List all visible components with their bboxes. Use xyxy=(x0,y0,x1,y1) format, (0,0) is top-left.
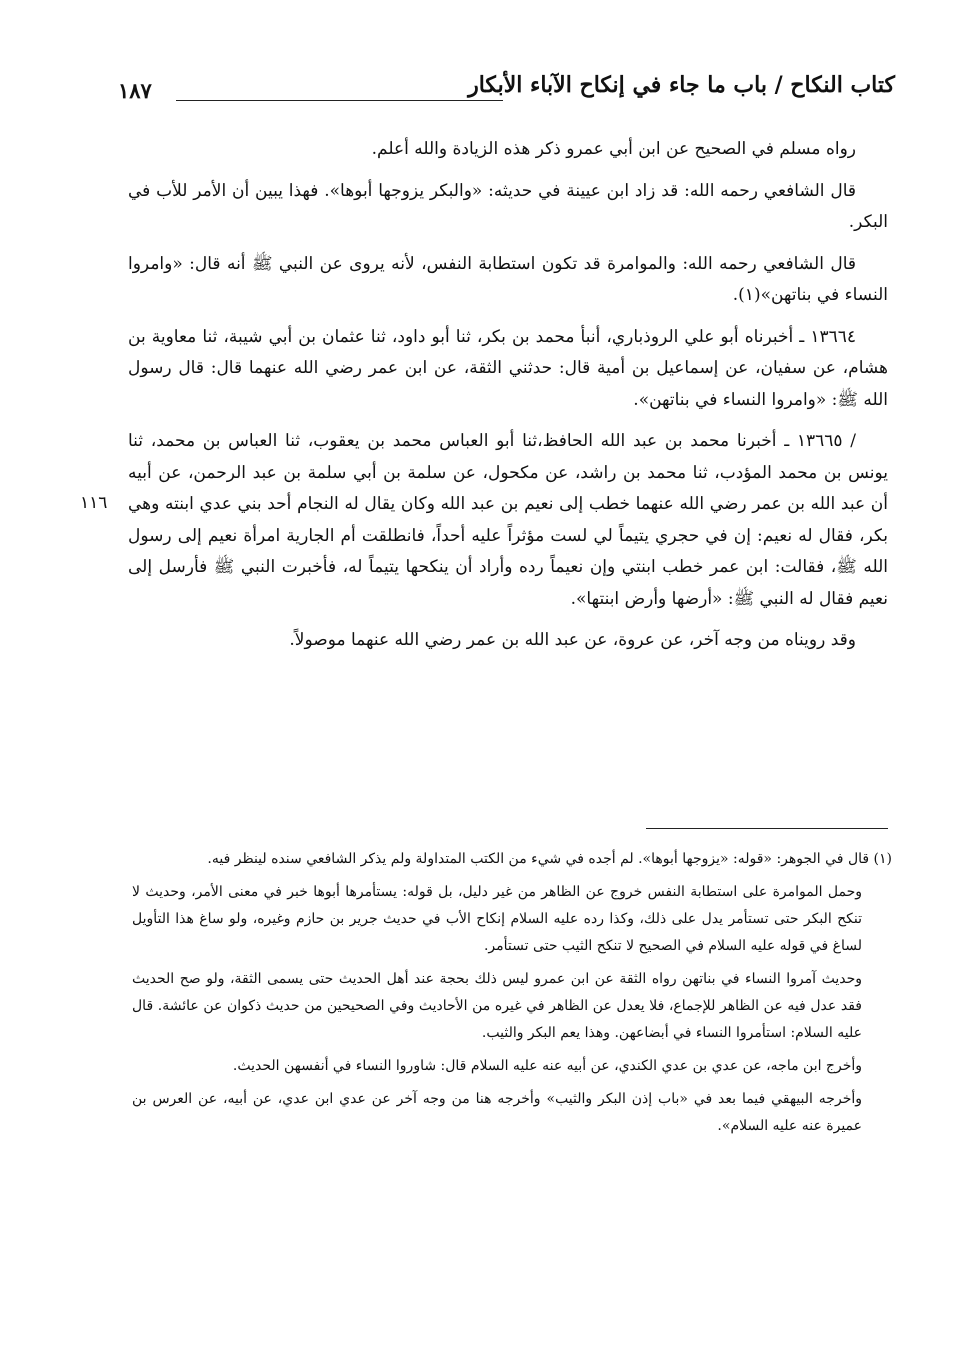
paragraph-3: قال الشافعي رحمه الله: والموامرة قد تكون استطابة النفس، لأنه يروى عن النبي ﷺ أنه قال: «وامروا النساء في بناتهن»(١). xyxy=(128,253,888,305)
hadith-13665: / ١٣٦٦٥ ـ أخبرنا محمد بن عبد الله الحافظ،ثنا أبو العباس محمد بن يعقوب، ثنا العباس بن محمد، ثنا يونس بن محمد المؤدب، ثنا محمد بن راشد، عن مكحول، عن سلمة بن أبي سلمة بن عبد الرحمن، عن أبيه أن عبد الله بن عمر رضي الله عنهما خطب إلى نعيم بن عبد الله وكان يقال له النجام أحد بني عدي ابنته وهي بكر، فقال له نعيم: إن في حجري يتيماً لي لست مؤثراً عليه أحداً، فانطلقت أم الجارية امرأة نعيم إلى رسول الله ﷺ، فقالت: ابن عمر خطب ابنتي وإن نعيماً رده وأراد أن ينكحها يتيماً له، فأخبرت النبي ﷺ فأرسل إلى نعيم فقال له النبي ﷺ: «أرضها وأرض ابنتها». xyxy=(128,431,888,609)
footnote-1-para-3: وحديث آمروا النساء في بناتهن رواه الثقة عن ابن عمرو ليس ذلك بحجة عند أهل الحديث حتى يسمى الثقة، ولو صح الحديث فقد عدل فيه عن الظاهر للإجماع، فلا يعدل عن الظاهر في غيره من الأحاديث وفي الصحيحين من حديث ذكوان عن عائشة. قال عليه السلام: استأمروا النساء في أبضاعهن. وهذا يعم البكر والثيب. xyxy=(132,971,862,1041)
footnotes xyxy=(132,846,892,1146)
hadith-13664: ١٣٦٦٤ ـ أخبرناه أبو علي الروذباري، أنبأ محمد بن بكر، ثنا أبو داود، ثنا عثمان بن أبي شيبة، ثنا معاوية بن هشام، عن سفيان، عن إسماعيل بن أمية قال: حدثني الثقة، عن ابن عمر رضي الله عنهما قال: قال رسول الله ﷺ: «وامروا النساء في بناتهن». xyxy=(128,326,888,410)
footnote-1: (١) قال في الجوهر: «قوله: «يزوجها أبوها». لم أجده في شيء من الكتب المتداولة ولم يذكر الشافعي سنده لينظر فيه. xyxy=(207,851,892,867)
footnote-1-para-2: وحمل الموامرة على استطابة النفس خروج عن الظاهر من غير دليل، بل قوله: يستأمرها أبوها خبر في معنى الأمر، وحديث لا تنكح البكر حتى تستأمر يدل على ذلك، وكذا رده عليه السلام إنكاح الأب في حديث جرير بن حازم وغيره، ولو ساغ هذا التأويل لساغ في قوله عليه السلام في الصحيح لا تنكح الثيب حتى تستأمر. xyxy=(132,884,862,954)
margin-page-marker: ١١٦ xyxy=(80,493,108,513)
header-rule xyxy=(176,100,503,101)
footnote-separator xyxy=(646,828,888,829)
footnote-1-para-5: وأخرجه البيهقي فيما بعد في «باب إذن البكر والثيب» وأخرجه هنا من وجه آخر عن عدي ابن عدي، عن أبيه، عن العرس بن عميرة عنه عليه السلام». xyxy=(132,1091,862,1134)
footnote-1-para-4: وأخرج ابن ماجه، عن عدي بن عدي الكندي، عن أبيه عنه عليه السلام قال: شاوروا النساء في أنفسهن الحديث. xyxy=(232,1058,862,1074)
paragraph-1: رواه مسلم في الصحيح عن ابن أبي عمرو ذكر هذه الزيادة والله أعلم. xyxy=(371,139,856,159)
page-number: ١٨٧ xyxy=(118,78,152,103)
running-header xyxy=(118,66,895,112)
paragraph-2: قال الشافعي رحمه الله: قد زاد ابن عيينة في حديثه: «والبكر يزوجها أبوها». فهذا يبين أن الأمر للأب في البكر. xyxy=(128,180,888,232)
header-title: كتاب النكاح / باب ما جاء في إنكاح الآباء الأبكار xyxy=(468,72,895,98)
paragraph-closing: وقد رويناه من وجه آخر، عن عروة، عن عبد الله بن عمر رضي الله عنهما موصولاً. xyxy=(289,630,856,650)
main-text xyxy=(128,134,888,667)
